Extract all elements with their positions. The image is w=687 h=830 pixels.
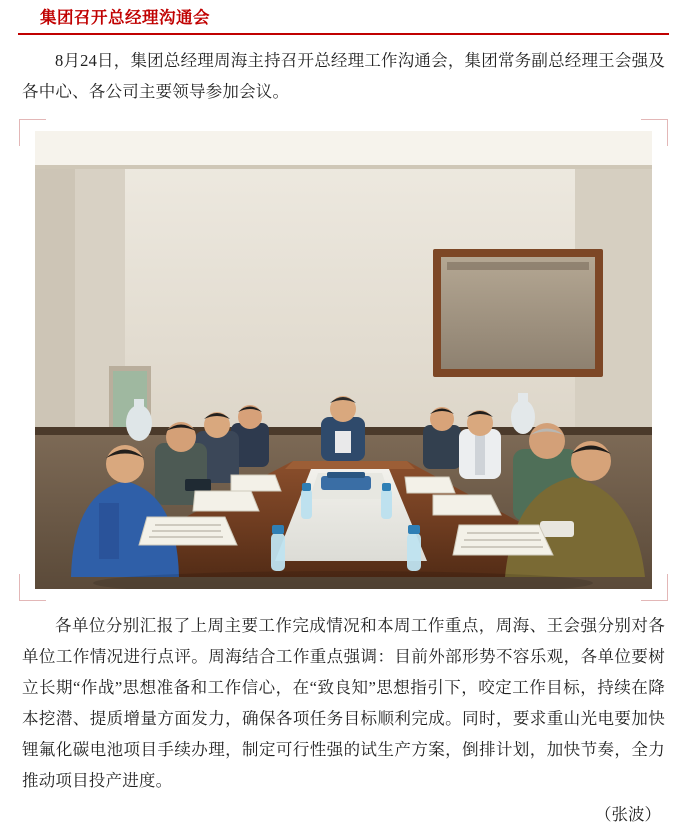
paragraph-2: 各单位分别汇报了上周主要工作完成情况和本周工作重点，周海、王会强分别对各单位工作情况进行点评。周海结合工作重点强调：目前外部形势不容乐观，各单位要树立长期“作战”思想准备和工作信心，在“致良知”思想指引下，咬定工作目标，持续在降本挖潜、提质增量方面发力，确保各项任务目标顺利完成。同时，要求重山光电要加快锂氟化碳电池项目手续办理，制定可行性强的试生产方案，倒排计划，加快节奏，全力推动项目投产进度。 (22, 616, 665, 790)
article-header (18, 0, 669, 30)
figure-block (19, 119, 668, 601)
author-signature: （张波） (595, 805, 661, 824)
meeting-room-photo (35, 131, 652, 589)
meeting-room-illustration (35, 131, 652, 589)
page-title: 集团召开总经理沟通会 (40, 9, 210, 27)
paragraph-1: 8月24日，集团总经理周海主持召开总经理工作沟通会，集团常务副总经理王会强及各中心、各公司主要领导参加会议。 (22, 51, 665, 101)
title-divider (18, 33, 669, 35)
